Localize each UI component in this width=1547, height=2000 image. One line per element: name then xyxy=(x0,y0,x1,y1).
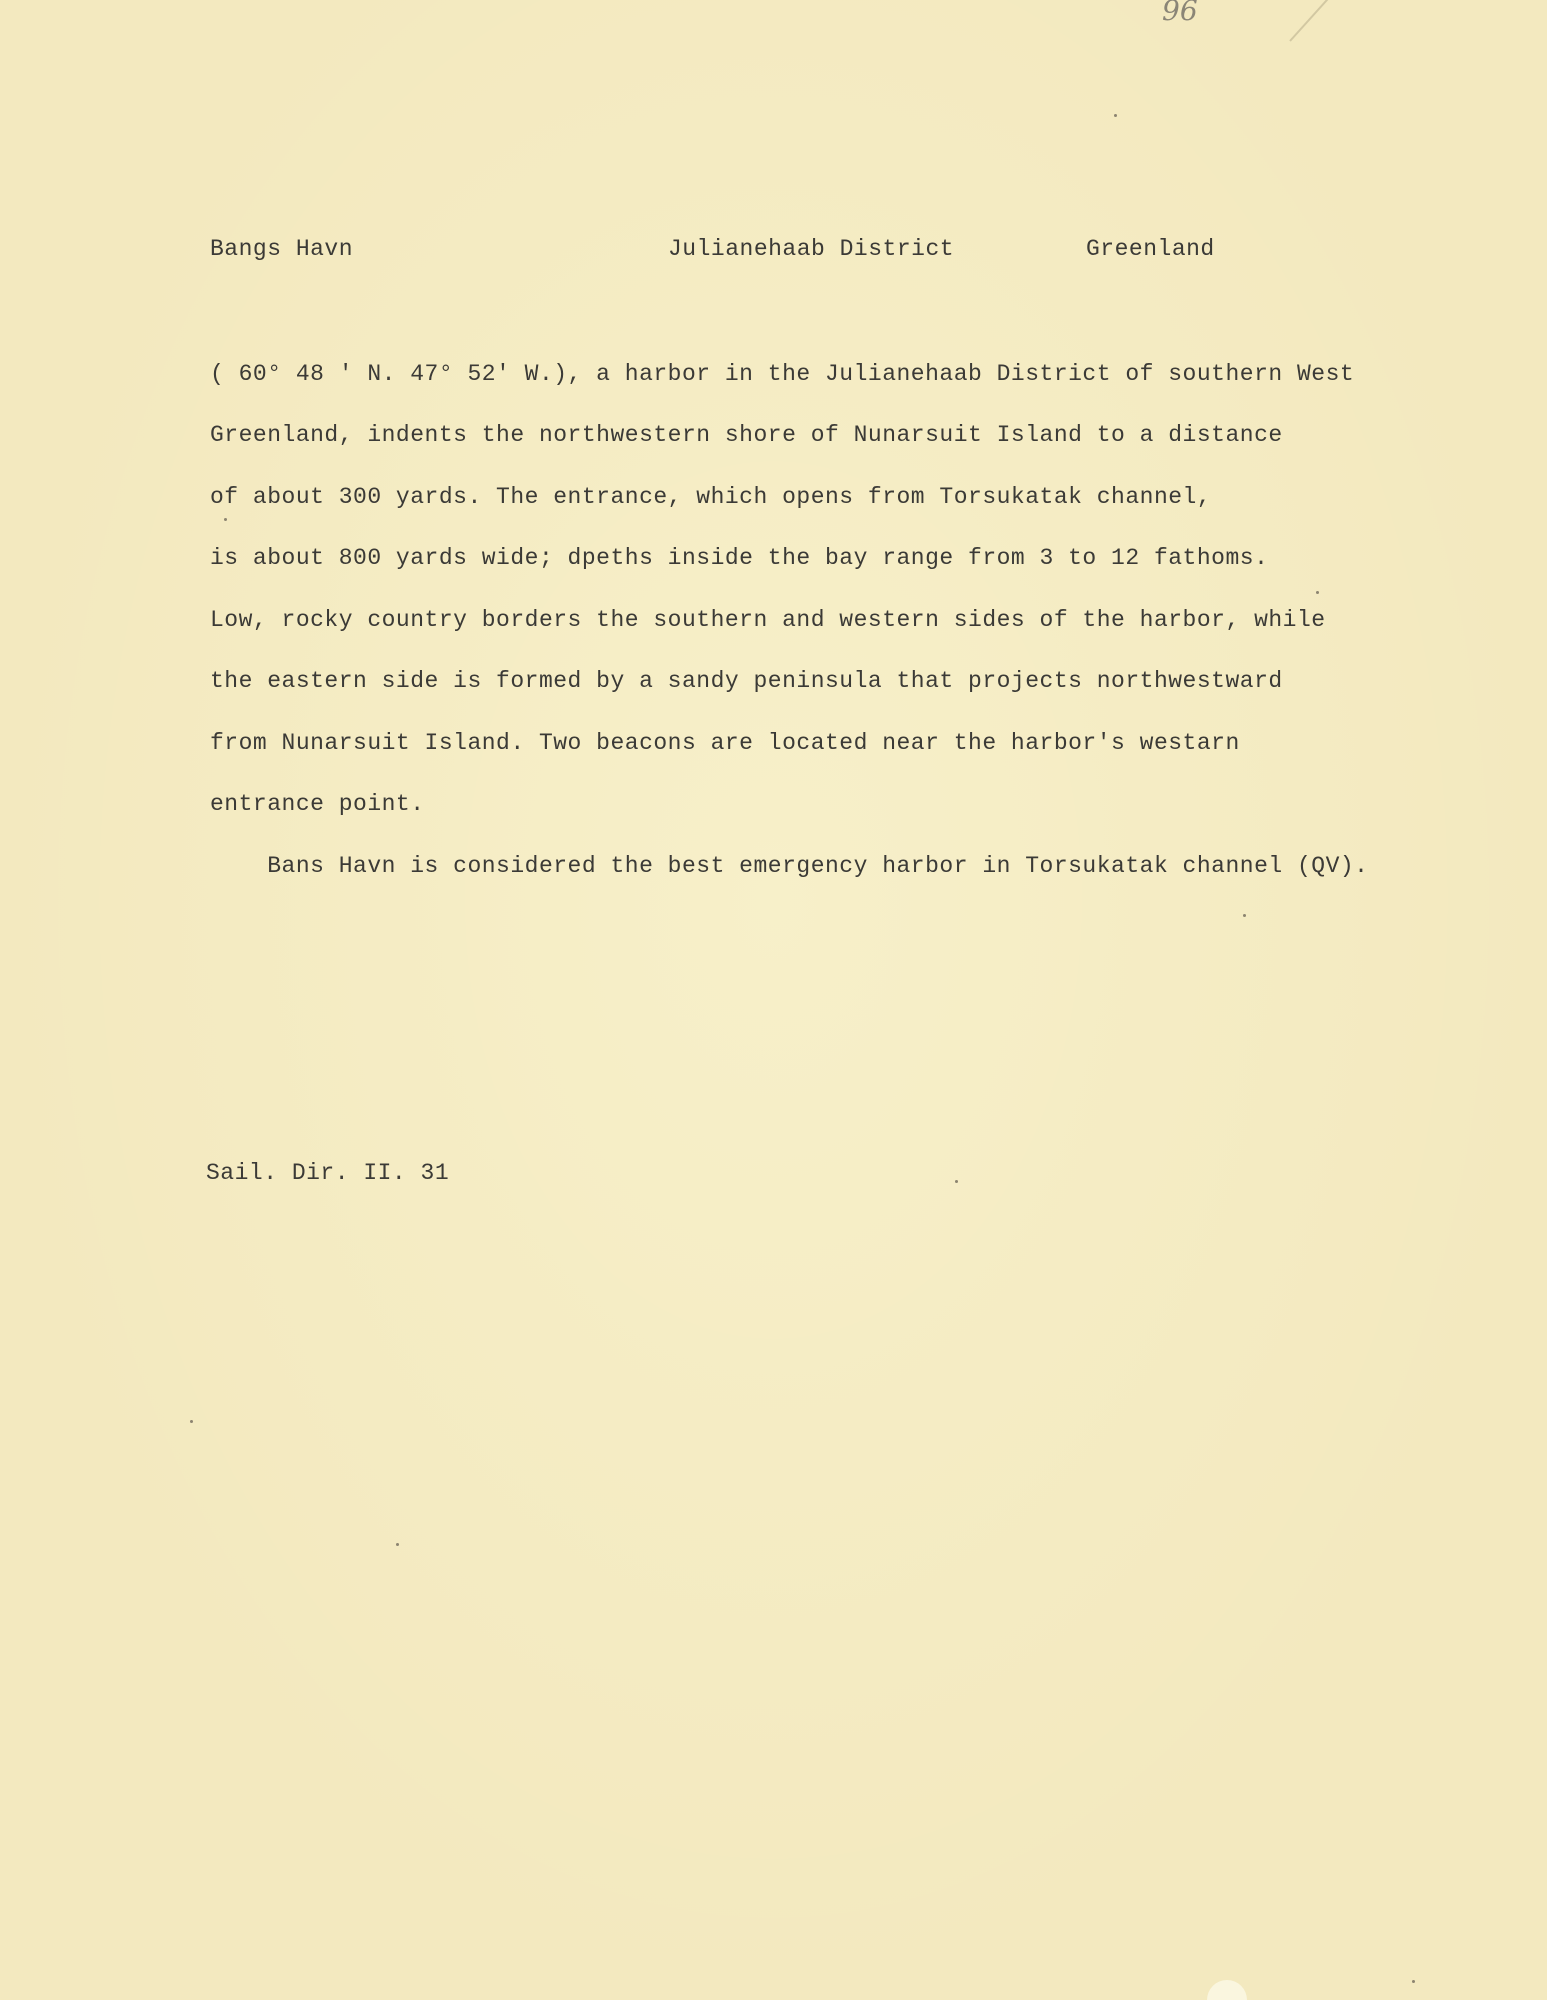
page-number: 96 xyxy=(1162,0,1198,27)
paper-wear-mark xyxy=(1207,1980,1247,2000)
body-line-7: from Nunarsuit Island. Two beacons are located near the harbor's westarn xyxy=(210,730,1240,756)
body-line-4: is about 800 yards wide; dpeths inside the bay range from 3 to 12 fathoms. xyxy=(210,545,1269,571)
body-line-2: Greenland, indents the northwestern shore of Nunarsuit Island to a distance xyxy=(210,422,1283,448)
paper-speck xyxy=(190,1420,193,1423)
paper-speck xyxy=(1114,114,1117,117)
body-line-9: Bans Havn is considered the best emergency harbor in Torsukatak channel (QV). xyxy=(210,853,1369,879)
body-line-1: ( 60° 48 ' N. 47° 52' W.), a harbor in the Julianehaab District of southern West xyxy=(210,361,1355,387)
body-line-5: Low, rocky country borders the southern and western sides of the harbor, while xyxy=(210,607,1326,633)
paper-speck xyxy=(1316,591,1319,594)
body-line-6: the eastern side is formed by a sandy peninsula that projects northwestward xyxy=(210,668,1283,694)
source-reference: Sail. Dir. II. 31 xyxy=(206,1160,450,1186)
paper-speck xyxy=(396,1543,399,1546)
body-line-8: entrance point. xyxy=(210,791,425,817)
header-district: Julianehaab District xyxy=(668,236,955,262)
paper-speck xyxy=(955,1180,958,1183)
header-country: Greenland xyxy=(1086,236,1215,262)
body-line-3: of about 300 yards. The entrance, which opens from Torsukatak channel, xyxy=(210,484,1212,510)
paper-speck xyxy=(1412,1980,1415,1983)
paper-speck xyxy=(1243,914,1246,917)
header-place-name: Bangs Havn xyxy=(210,236,354,262)
paper-crease xyxy=(1289,0,1351,42)
paper-speck xyxy=(224,518,227,521)
